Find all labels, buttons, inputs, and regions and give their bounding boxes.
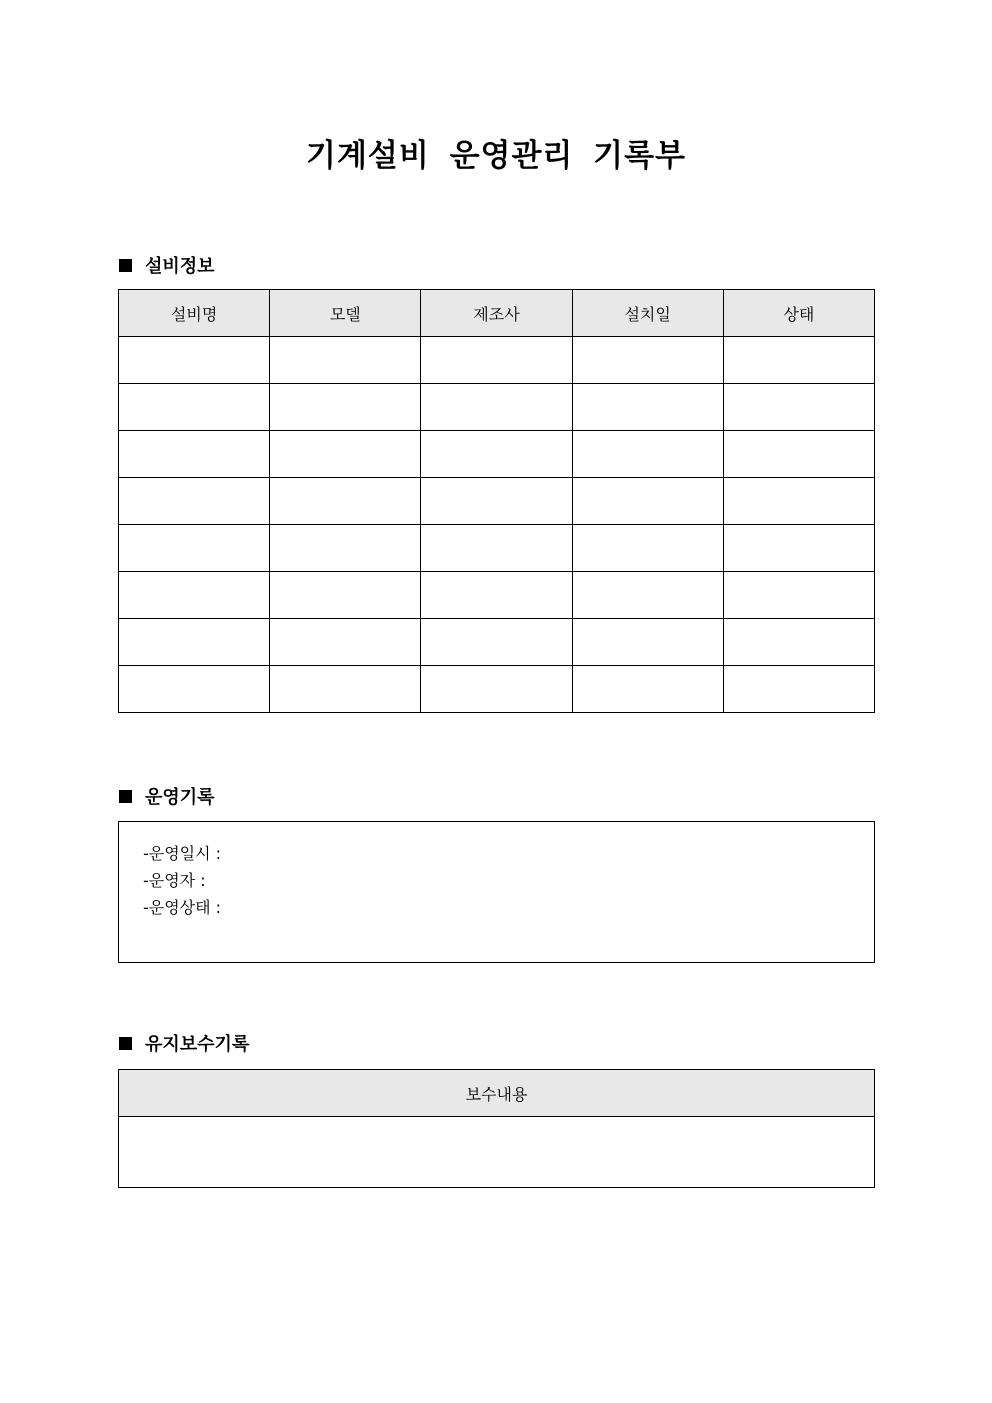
table-cell[interactable] xyxy=(723,478,874,525)
equipment-section-heading xyxy=(119,253,215,277)
table-cell[interactable] xyxy=(572,666,723,713)
maintenance-table xyxy=(118,1069,875,1188)
table-cell[interactable] xyxy=(270,478,421,525)
table-cell[interactable] xyxy=(270,337,421,384)
operation-section-heading xyxy=(119,784,215,808)
table-cell[interactable] xyxy=(723,572,874,619)
table-row xyxy=(119,337,875,384)
maintenance-heading-label: 유지보수기록 xyxy=(145,1034,250,1055)
table-cell[interactable] xyxy=(572,525,723,572)
square-bullet-icon xyxy=(119,1037,132,1050)
table-cell[interactable] xyxy=(119,337,270,384)
table-row xyxy=(119,572,875,619)
maintenance-section-heading xyxy=(119,1031,249,1055)
table-cell[interactable] xyxy=(270,431,421,478)
column-header-repair-details: 보수내용 xyxy=(119,1070,875,1117)
operation-status-field: -운영상태 : xyxy=(143,898,222,917)
equipment-header-row xyxy=(119,290,875,337)
table-cell[interactable] xyxy=(572,431,723,478)
table-cell[interactable] xyxy=(421,525,572,572)
table-cell[interactable] xyxy=(572,478,723,525)
table-cell[interactable] xyxy=(119,572,270,619)
table-cell[interactable] xyxy=(723,619,874,666)
table-row xyxy=(119,478,875,525)
operation-heading-label: 운영기록 xyxy=(145,787,215,808)
table-row xyxy=(119,384,875,431)
table-cell[interactable] xyxy=(119,384,270,431)
column-header-manufacturer: 제조사 xyxy=(421,290,572,337)
operator-field: -운영자 : xyxy=(143,871,206,890)
table-row xyxy=(119,619,875,666)
table-cell[interactable] xyxy=(723,525,874,572)
table-cell[interactable] xyxy=(119,666,270,713)
table-row xyxy=(119,525,875,572)
table-cell[interactable] xyxy=(723,431,874,478)
operation-datetime-field: -운영일시 : xyxy=(143,844,222,863)
table-cell[interactable] xyxy=(270,666,421,713)
repair-details-cell[interactable] xyxy=(119,1117,875,1188)
operation-record-lines xyxy=(143,840,221,921)
table-cell[interactable] xyxy=(270,619,421,666)
equipment-heading-label: 설비정보 xyxy=(145,256,215,277)
table-row xyxy=(119,1117,875,1188)
equipment-table xyxy=(118,289,875,713)
column-header-model: 모델 xyxy=(270,290,421,337)
table-cell[interactable] xyxy=(572,619,723,666)
table-cell[interactable] xyxy=(572,384,723,431)
table-cell[interactable] xyxy=(119,431,270,478)
maintenance-header-row xyxy=(119,1070,875,1117)
table-cell[interactable] xyxy=(421,384,572,431)
table-cell[interactable] xyxy=(270,572,421,619)
table-cell[interactable] xyxy=(723,384,874,431)
table-cell[interactable] xyxy=(421,478,572,525)
table-cell[interactable] xyxy=(421,619,572,666)
table-cell[interactable] xyxy=(723,337,874,384)
table-cell[interactable] xyxy=(421,666,572,713)
table-cell[interactable] xyxy=(421,572,572,619)
table-row xyxy=(119,666,875,713)
table-cell[interactable] xyxy=(270,384,421,431)
document-title: 기계설비 운영관리 기록부 xyxy=(306,138,686,174)
table-cell[interactable] xyxy=(421,337,572,384)
table-cell[interactable] xyxy=(119,619,270,666)
table-cell[interactable] xyxy=(119,525,270,572)
column-header-install-date: 설치일 xyxy=(572,290,723,337)
column-header-equipment-name: 설비명 xyxy=(119,290,270,337)
table-cell[interactable] xyxy=(723,666,874,713)
table-cell[interactable] xyxy=(270,525,421,572)
square-bullet-icon xyxy=(119,259,132,272)
table-cell[interactable] xyxy=(421,431,572,478)
operation-record-box[interactable] xyxy=(118,821,875,963)
table-cell[interactable] xyxy=(119,478,270,525)
square-bullet-icon xyxy=(119,790,132,803)
table-cell[interactable] xyxy=(572,337,723,384)
table-row xyxy=(119,431,875,478)
column-header-status: 상태 xyxy=(723,290,874,337)
table-cell[interactable] xyxy=(572,572,723,619)
